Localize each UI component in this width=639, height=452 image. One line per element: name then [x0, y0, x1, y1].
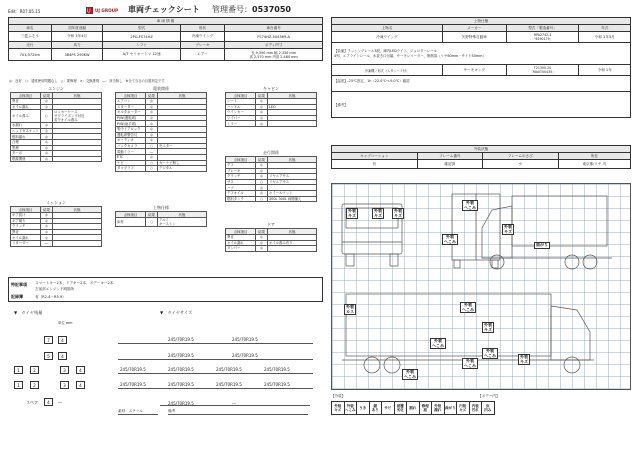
check-result: ○: [146, 143, 158, 149]
tire-size-title: ▼ タイヤサイズ: [160, 310, 193, 315]
check-item: ギア鳴り: [11, 218, 41, 224]
check-result: ◎: [146, 126, 158, 132]
damage-tag: 曲がり: [536, 242, 548, 247]
electric-col-1: 結果: [146, 93, 158, 99]
col-year: 年式: [579, 25, 631, 32]
tread-unit: 単位 mm: [58, 321, 73, 325]
check-result: ◎: [146, 132, 158, 138]
damage-tag: 外装 キズ: [348, 208, 356, 218]
fridge-label: 冷凍機／形式（スタンバイ付）: [332, 65, 443, 76]
running-title: 走行関係: [263, 150, 279, 155]
spare-dash: ―: [58, 400, 62, 405]
cabin-table: [225, 92, 317, 127]
electric-title: 電装関係: [153, 86, 169, 91]
edit-date: Edit：R07.05.15: [8, 9, 41, 14]
legend-item: 外装 擦れ: [432, 402, 445, 415]
check-result: ◎: [256, 99, 268, 105]
legend-line: ◎：良好 ○：通常使用問題なし △：要修理 ×：交換推奨 ―：該当無し ※全て当社の目視判定です: [9, 79, 165, 83]
logo: [86, 7, 118, 14]
check-result: ◎: [146, 154, 158, 160]
uppers-note: 【備考】: [332, 92, 631, 118]
shift: A/T セミオートマ 12速: [103, 49, 180, 61]
check-item: ミラー: [226, 121, 256, 127]
check-item: デフオイル: [226, 190, 256, 196]
legend-item: 外装 キズ: [332, 402, 345, 415]
tire-size: 245/70R19.5: [216, 367, 242, 372]
tread-value: 7: [44, 336, 53, 344]
check-result: ◎: [146, 138, 158, 144]
check-item: クラッチ: [226, 174, 256, 180]
spare-label: スペア: [26, 400, 38, 405]
damage-tag: 外装 ヘこみ: [432, 338, 444, 348]
check-result: ○: [41, 110, 53, 123]
electric-table: [115, 92, 207, 172]
check-result: ◎: [41, 229, 53, 235]
check-item: クラッチ: [11, 224, 41, 230]
check-result: ◎: [41, 128, 53, 134]
check-status: [268, 121, 317, 127]
door-table: [225, 228, 317, 252]
mileage: 701,072km: [9, 49, 52, 61]
mission-col-0: 点検項目: [11, 207, 41, 213]
check-item: ETC: [116, 154, 146, 160]
fridge-maker: サーモキング: [442, 65, 506, 76]
check-result: ◎: [256, 110, 268, 116]
check-item: オルタネーター: [116, 110, 146, 116]
tread-value: 2: [30, 366, 39, 374]
check-item: 黒煙: [11, 145, 41, 151]
check-result: ◎: [146, 121, 158, 127]
check-item: 床材: [116, 218, 146, 227]
check-result: ◎: [256, 121, 268, 127]
check-item: ターボ: [11, 151, 41, 157]
upper-equipment: 【装備】ラッシングレール3段、庫内LEDライト、ジョロダーレール 4列、エアラインレール、水抜き口付属、サーモレコーダー、断熱扉（リヤ60mm・サイド50mm）: [332, 43, 631, 65]
check-item: リターダー: [11, 240, 41, 246]
check-status: [268, 246, 317, 252]
check-status: [53, 156, 102, 162]
door-section: [225, 222, 317, 252]
check-item: 電動ミラー: [116, 149, 146, 155]
legend-item: 外装 ヘこみ: [344, 402, 357, 415]
check-result: ○: [256, 179, 268, 185]
check-result: ◎: [146, 115, 158, 121]
cabin-col-1: 結果: [256, 93, 268, 99]
check-row: [116, 218, 207, 227]
col-frame-no: フレーム番号: [417, 153, 482, 160]
tire-size: 245/70R19.5: [232, 353, 258, 358]
check-item: ウインカー: [226, 110, 256, 116]
frame-rust: 小: [482, 160, 558, 169]
special-label: 特記事項: [11, 282, 27, 287]
tread-value: 1: [14, 381, 23, 389]
tire-size: 245/70R19.5: [168, 337, 194, 342]
check-status: モニター: [158, 143, 207, 149]
tire-size: 245/70R19.5: [168, 367, 194, 372]
check-result: ◎: [41, 156, 53, 162]
check-status: リヤエアサス: [268, 179, 317, 185]
page-title: 車両チェックシート: [128, 5, 200, 14]
check-item: サス: [226, 179, 256, 185]
damage-diagram: [331, 183, 631, 390]
damage-legend: [331, 401, 495, 415]
check-result: ○: [256, 196, 268, 202]
check-result: ◎: [41, 145, 53, 151]
mgmt-label: 管理番号：: [212, 5, 252, 14]
check-result: ○: [146, 218, 158, 227]
engine-col-2: 状態: [53, 93, 102, 99]
damage-tag: 外装 へこみ: [444, 234, 456, 244]
tire-note-label: 備考: [168, 409, 176, 413]
mission-title: ミッション: [46, 200, 66, 205]
legend-item: 被覆 劣化: [394, 402, 407, 415]
check-item: バックカメラ: [116, 143, 146, 149]
tire-size: 245/70R19.5: [216, 382, 242, 387]
cabin-section: [225, 86, 317, 127]
uppers-col-2: 状態: [158, 212, 207, 218]
check-item: 燃料タンク: [226, 196, 256, 202]
tread-value: 3: [60, 381, 69, 389]
tread-title: ▼ タイヤ残量: [14, 310, 43, 315]
damage-tag: 外装 ヘこみ: [464, 358, 476, 368]
check-status: カーナビ無し: [158, 160, 207, 166]
check-result: ◎: [146, 99, 158, 105]
legend-item: 内装 汚れ: [469, 402, 482, 415]
check-item: ハンドル: [226, 104, 256, 110]
vehicle-info-table: [8, 17, 323, 61]
check-result: ◎: [256, 174, 268, 180]
tread-value: 1: [14, 366, 23, 374]
check-result: ◎: [256, 104, 268, 110]
check-item: 異音: [226, 235, 256, 241]
check-item: 燃焼関係: [11, 156, 41, 162]
check-result: ◎: [256, 163, 268, 169]
ext-legend-label: 【外装】: [331, 394, 346, 398]
special-text-2: 左前部エンジン不明箇所: [35, 287, 75, 291]
fridge-temp: 【温度】-25℃設定、1h（22.0℃→-9.0℃）確認: [332, 76, 631, 92]
mission-col-1: 結果: [41, 207, 53, 213]
electric-section: [115, 86, 207, 172]
special-notes: [8, 277, 323, 302]
uppers-section: [115, 205, 207, 227]
check-item: 異音: [11, 99, 41, 105]
check-result: ◎: [41, 99, 53, 105]
check-result: ◎: [41, 213, 53, 219]
check-status: ロッカーケース サプライポンプ付近 若干オイル滲み: [53, 110, 102, 123]
check-status: [53, 240, 102, 246]
check-result: ◎: [256, 235, 268, 241]
check-status: LEO: [268, 104, 317, 110]
engine-col-1: 結果: [41, 93, 53, 99]
check-result: ◎: [41, 235, 53, 241]
col-mileage: 走行: [9, 42, 52, 49]
check-result: ◎: [146, 110, 158, 116]
tire-size: 245/70R19.5: [264, 367, 290, 372]
check-row: [11, 156, 102, 162]
exterior-title: 外装状態: [332, 146, 631, 153]
uppers-col-1: 結果: [146, 212, 158, 218]
check-item: 集中ドアロック: [116, 126, 146, 132]
check-item: ヘッドガスケット: [12, 129, 39, 134]
check-item: スターター: [116, 104, 146, 110]
upper-maker: 矢野特殊自動車: [442, 32, 506, 43]
check-item: ギア抜け: [11, 213, 41, 219]
check-result: ◎: [146, 104, 158, 110]
tire-size: 245/70R19.5: [168, 382, 194, 387]
int-legend-label: 【ボデー内】: [478, 394, 500, 398]
electric-col-2: 状態: [158, 93, 207, 99]
horsepower: 384PS 290KW: [51, 49, 103, 61]
check-item: デフ: [226, 163, 256, 169]
check-item: シート: [226, 99, 256, 105]
col-body-dims: ボディ内寸: [225, 42, 323, 49]
uppers-spec-title: 上物仕様: [332, 18, 631, 25]
running-col-2: 状態: [268, 157, 317, 163]
tread-value: 3: [60, 366, 69, 374]
check-result: ◎: [41, 151, 53, 157]
damage-tag: 外装 キズ: [374, 208, 382, 218]
check-result: ◎: [41, 134, 53, 140]
check-item: P/W(助手席): [116, 121, 146, 127]
check-result: ◎: [41, 139, 53, 145]
check-row: [11, 110, 102, 123]
management-number: [212, 4, 291, 15]
spare-tread: 4: [44, 398, 53, 406]
check-item: オイル漏れ: [226, 240, 256, 246]
legend-item: サビ: [382, 402, 395, 415]
damage-tag: 外装 キズ: [394, 208, 402, 218]
check-item: ワイパー: [226, 115, 256, 121]
record-text: 有（R2.4～R5.9）: [35, 295, 66, 299]
damage-tag: 外装 カス: [346, 304, 354, 314]
electric-col-0: 点検項目: [116, 93, 146, 99]
running-table: [225, 156, 317, 202]
check-result: ―: [41, 240, 53, 246]
uppers-title: 上物仕様: [153, 205, 169, 210]
door-title: ドア: [267, 222, 275, 227]
record-label: 記録簿: [11, 294, 23, 299]
col-car-name: 車名: [9, 25, 52, 32]
tire-size: 245/70R19.5: [120, 367, 146, 372]
chassis-no: FS74HZ-504369-A: [225, 32, 323, 42]
check-item: オーディオ: [116, 138, 146, 144]
col-serial: 型式「製造番号」: [506, 25, 579, 32]
check-result: ―: [146, 149, 158, 155]
check-status: ホイールナット: [268, 190, 317, 196]
damage-tag: 外装 ヘこみ: [462, 302, 474, 312]
check-item: タコグラフ: [116, 166, 146, 172]
col-hp: 馬力: [51, 42, 103, 49]
vehicle-info-title: 車 両 情 報: [9, 18, 323, 25]
door-col-2: 状態: [268, 229, 317, 235]
damage-tag: 外装 ヘこみ: [404, 369, 416, 379]
col-model: 型式: [103, 25, 180, 32]
check-result: ◎: [256, 240, 268, 246]
check-status: オイル滲み有り: [268, 240, 317, 246]
mgmt-value: 0537050: [252, 5, 291, 14]
legend-item: 割れ: [407, 402, 420, 415]
col-chassis: 車台番号: [225, 25, 323, 32]
first-reg: 令和 1年4月: [51, 32, 103, 42]
check-item: ハブ: [226, 185, 256, 191]
check-item: 白煙: [11, 139, 41, 145]
check-result: ◎: [41, 224, 53, 230]
shape: 冷凍ウイング: [180, 32, 224, 42]
tire-size: 245/70R19.5: [232, 337, 258, 342]
cabin-col-2: 状態: [268, 93, 317, 99]
fridge-model: T21300-20 「MAXT00435」: [506, 65, 579, 76]
legend-item: 内装 キズ: [457, 402, 470, 415]
col-shape: 形状: [180, 25, 224, 32]
check-item: オイル漏れ: [11, 104, 41, 110]
check-item: オイル漏れ: [11, 235, 41, 241]
car-name: 三菱ふそう: [9, 32, 52, 42]
legend-item: うき: [357, 402, 370, 415]
brake: エアー: [180, 49, 224, 61]
mission-table: [10, 206, 102, 247]
tread-value: 5: [44, 352, 53, 360]
cab-caution: 有: [332, 160, 418, 169]
running-section: [225, 150, 317, 202]
check-item: 運転席警告灯: [116, 132, 146, 138]
uppers-table: [115, 211, 207, 227]
running-col-1: 結果: [256, 157, 268, 163]
upper-serial: RPA2742-4 「6190179」: [506, 32, 579, 43]
check-item: 水漏れ: [11, 123, 41, 129]
spare-size-dash: ―: [232, 401, 236, 406]
fridge-year: 令和 1年: [579, 65, 631, 76]
col-cab-caution: キャブコーション: [332, 153, 418, 160]
wheel-material: 素材：スチール: [118, 409, 144, 413]
col-shift: シフト: [103, 42, 180, 49]
tread-value: 4: [58, 336, 67, 344]
legend-item: 床 凹み: [482, 402, 495, 415]
upper-name: 冷凍ウイング: [332, 32, 443, 43]
check-result: ◎: [256, 168, 268, 174]
legend-item: 修理 痕: [419, 402, 432, 415]
tire-size: 245/70R19.5: [168, 353, 194, 358]
tread-value: 4: [76, 381, 85, 389]
door-col-0: 点検項目: [226, 229, 256, 235]
check-result: ◎: [256, 190, 268, 196]
check-status: 300L 300L 両側備え: [268, 196, 317, 202]
check-result: ◎: [256, 246, 268, 252]
logo-icon: [86, 7, 93, 14]
check-row: [226, 196, 317, 202]
col-frame-rust: フレームのさび: [482, 153, 558, 160]
check-row: [11, 240, 102, 246]
tread-value: 2: [30, 381, 39, 389]
check-item: P/W(運転席): [116, 115, 146, 121]
model: 2PG-FS74HZ: [103, 32, 180, 42]
exterior-table: [331, 145, 631, 169]
upper-year: 令和 1年3月: [579, 32, 631, 43]
check-row: [116, 166, 207, 172]
logo-text: UJ GROUP: [95, 8, 119, 13]
damage-tag: 外装 キズ: [520, 354, 528, 364]
col-maker: メーカー: [442, 25, 506, 32]
check-item: ブレーキ: [226, 168, 256, 174]
check-result: ◎: [41, 218, 53, 224]
cabin-title: キャビン: [263, 86, 279, 91]
col-upper-name: 上物名: [332, 25, 443, 32]
svg-text:U: U: [87, 8, 91, 14]
mission-col-2: 状態: [53, 207, 102, 213]
col-brake: ブレーキ: [180, 42, 224, 49]
damage-tag: 外装 ヘこみ: [464, 200, 476, 210]
running-col-0: 点検項目: [226, 157, 256, 163]
check-result: ◎: [41, 104, 53, 110]
cabin-col-0: 点検項目: [226, 93, 256, 99]
check-item: 燃料漏れ: [11, 134, 41, 140]
check-status: アルミ キーストン: [158, 218, 207, 227]
check-result: ○: [146, 166, 158, 172]
engine-title: エンジン: [48, 86, 64, 91]
engine-table: [10, 92, 102, 162]
check-item: オイル滲み: [11, 110, 41, 123]
uppers-col-0: 点検項目: [116, 212, 146, 218]
check-item: ナビ: [116, 160, 146, 166]
check-result: ○: [146, 160, 158, 166]
tread-value: 4: [76, 366, 85, 374]
check-row: [226, 121, 317, 127]
check-result: ◎: [41, 123, 53, 129]
uppers-spec-table: [331, 17, 631, 118]
damage-tag: 外装 ヘこみ: [484, 348, 496, 358]
location: 東京都/リヤ 可: [558, 160, 630, 169]
damage-tag: 外装 キズ: [504, 224, 512, 234]
legend-item: 曲がり: [444, 402, 457, 415]
tire-size: 245/70R19.5: [264, 382, 290, 387]
damage-tag: 外装 キズ: [484, 322, 492, 332]
check-item: エアコン: [116, 99, 146, 105]
engine-section: [10, 86, 102, 162]
spare-size: 245/70R19.5: [168, 401, 194, 406]
check-row: [226, 246, 317, 252]
col-first-reg: 初年度登録: [51, 25, 103, 32]
col-location: 所在: [558, 153, 630, 160]
check-status: デジタル: [158, 166, 207, 172]
check-result: ◎: [256, 185, 268, 191]
tire-size: 245/70R19.5: [120, 382, 146, 387]
check-item: ダンパー: [226, 246, 256, 252]
body-dims: 長 9,390 mm 幅 2,330 mm 高 2,570 mm 内高 2,460 mm: [225, 49, 323, 61]
check-result: ◎: [256, 115, 268, 121]
legend-item: 錆 あり: [369, 402, 382, 415]
mission-section: [10, 200, 102, 247]
check-item: 異音: [11, 229, 41, 235]
check-status: リヤエアサス: [268, 174, 317, 180]
door-col-1: 結果: [256, 229, 268, 235]
tread-value: 4: [58, 352, 67, 360]
engine-col-0: 点検項目: [11, 93, 41, 99]
special-text-1: スマートキー2本、ドアキー2本、ボデーキー2本: [35, 281, 114, 285]
frame-no: 確認済: [417, 160, 482, 169]
